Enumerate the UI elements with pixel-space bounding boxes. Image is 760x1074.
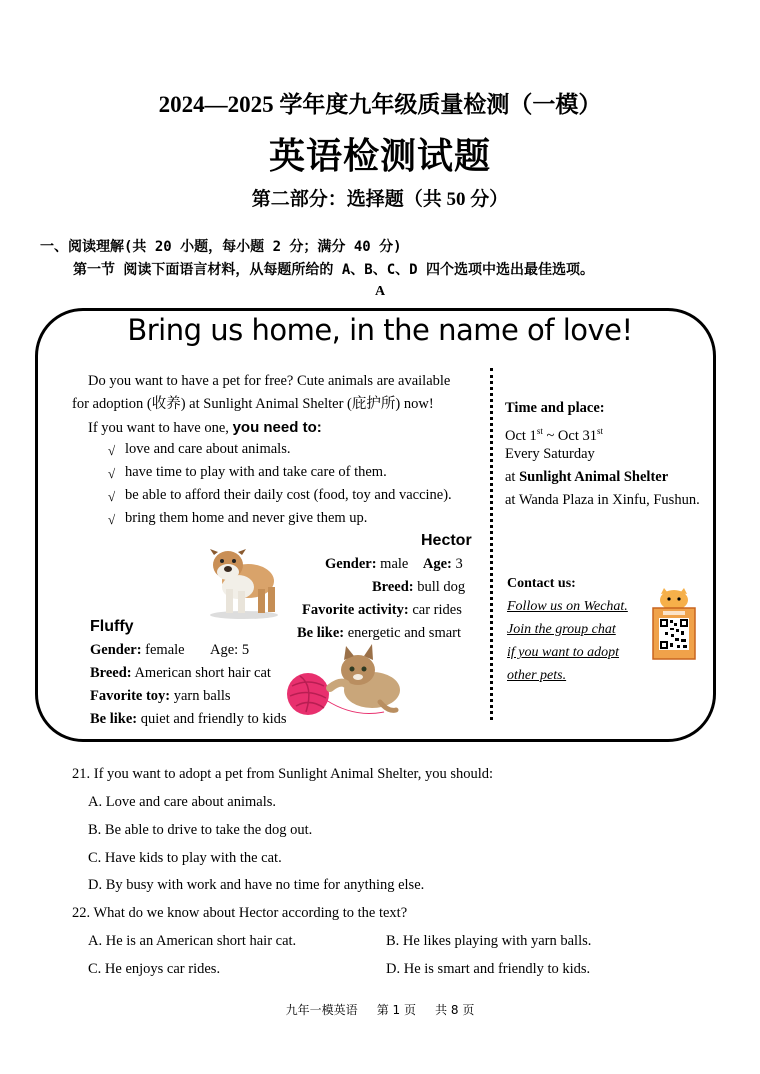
requirement-item: have time to play with and take care of them. [125, 464, 387, 480]
question-21-option-c[interactable]: C. Have kids to play with the cat. [88, 850, 282, 866]
part-title: 第二部分：选择题（共 50 分） [251, 189, 509, 210]
time-place-shelter: at Sunlight Animal Shelter [505, 469, 669, 485]
section-instruction: 第一节 阅读下面语言材料，从每题所给的 A、B、C、D 四个选项中选出最佳选项。 [73, 262, 594, 278]
contact-label: Contact us: [507, 576, 576, 591]
passage-label: A [374, 284, 386, 299]
hector-breed: Breed: bull dog [372, 579, 466, 595]
time-place-frequency: Every Saturday [505, 446, 595, 462]
question-21-option-d[interactable]: D. By busy with work and have no time for anything else. [88, 877, 425, 893]
poster-title: Bring us home, in the name of love! [127, 313, 633, 347]
need-line [88, 416, 322, 440]
check-icon: √ [108, 443, 116, 458]
hector-belike: Be like: energetic and smart [297, 625, 462, 641]
time-place-location: at Wanda Plaza in Xinfu, Fushun. [505, 492, 700, 508]
subject-title: 英语检测试题 [268, 136, 491, 176]
requirement-item: love and care about animals. [125, 441, 291, 457]
hector-gender-age: Gender: male Age: 3 [325, 556, 463, 572]
need-prefix: If you want to have one, [88, 420, 229, 436]
fluffy-gender-age: Gender: female Age: 5 [90, 642, 250, 658]
question-22-option-d[interactable]: D. He is smart and friendly to kids. [386, 961, 591, 977]
bulldog-image [198, 541, 290, 621]
page-footer: 九年一模英语 第 1 页 共 8 页 [285, 1003, 475, 1017]
time-place-label: Time and place: [505, 400, 605, 416]
fluffy-toy: Favorite toy: yarn balls [90, 688, 231, 704]
question-22-option-c[interactable]: C. He enjoys car rides. [88, 961, 221, 977]
requirement-item: bring them home and never give them up. [125, 510, 368, 526]
fluffy-belike: Be like: quiet and friendly to kids [90, 711, 287, 727]
contact-line-2: Join the group chat [507, 622, 616, 637]
poster-intro-line2: for adoption (收养) at Sunlight Animal Shelter (庇护所) now! [72, 396, 434, 412]
hector-activity: Favorite activity: car rides [302, 602, 462, 618]
question-21-option-b[interactable]: B. Be able to drive to take the dog out. [88, 822, 313, 838]
need-bold: you need to: [232, 419, 322, 436]
fluffy-name: Fluffy [90, 618, 134, 635]
check-icon: √ [108, 489, 116, 504]
question-21-stem: 21. If you want to adopt a pet from Sunlight Animal Shelter, you should: [72, 766, 494, 782]
poster-intro-line1: Do you want to have a pet for free? Cute animals are available [88, 373, 451, 389]
exam-title: 2024—2025 学年度九年级质量检测（一模） [158, 92, 602, 117]
question-22-option-b[interactable]: B. He likes playing with yarn balls. [386, 933, 592, 949]
check-icon: √ [108, 466, 116, 481]
contact-line-1: Follow us on Wechat. [507, 599, 628, 614]
dotted-divider [490, 368, 493, 720]
question-22-option-a[interactable]: A. He is an American short hair cat. [88, 933, 297, 949]
wechat-qr-icon [651, 588, 697, 660]
section-heading: 一、阅读理解(共 20 小题，每小题 2 分；满分 40 分) [40, 239, 402, 255]
cat-with-yarn-image [284, 640, 408, 724]
time-place-dates: Oct 1st ~ Oct 31st [505, 426, 603, 444]
requirement-item: be able to afford their daily cost (food, toy and vaccine). [125, 487, 452, 503]
check-icon: √ [108, 512, 116, 527]
hector-name: Hector [421, 532, 472, 549]
question-22-stem: 22. What do we know about Hector according to the text? [72, 905, 408, 921]
contact-line-4: other pets. [507, 668, 567, 683]
contact-line-3: if you want to adopt [507, 645, 619, 660]
fluffy-breed: Breed: American short hair cat [90, 665, 271, 681]
question-21-option-a[interactable]: A. Love and care about animals. [88, 794, 277, 810]
